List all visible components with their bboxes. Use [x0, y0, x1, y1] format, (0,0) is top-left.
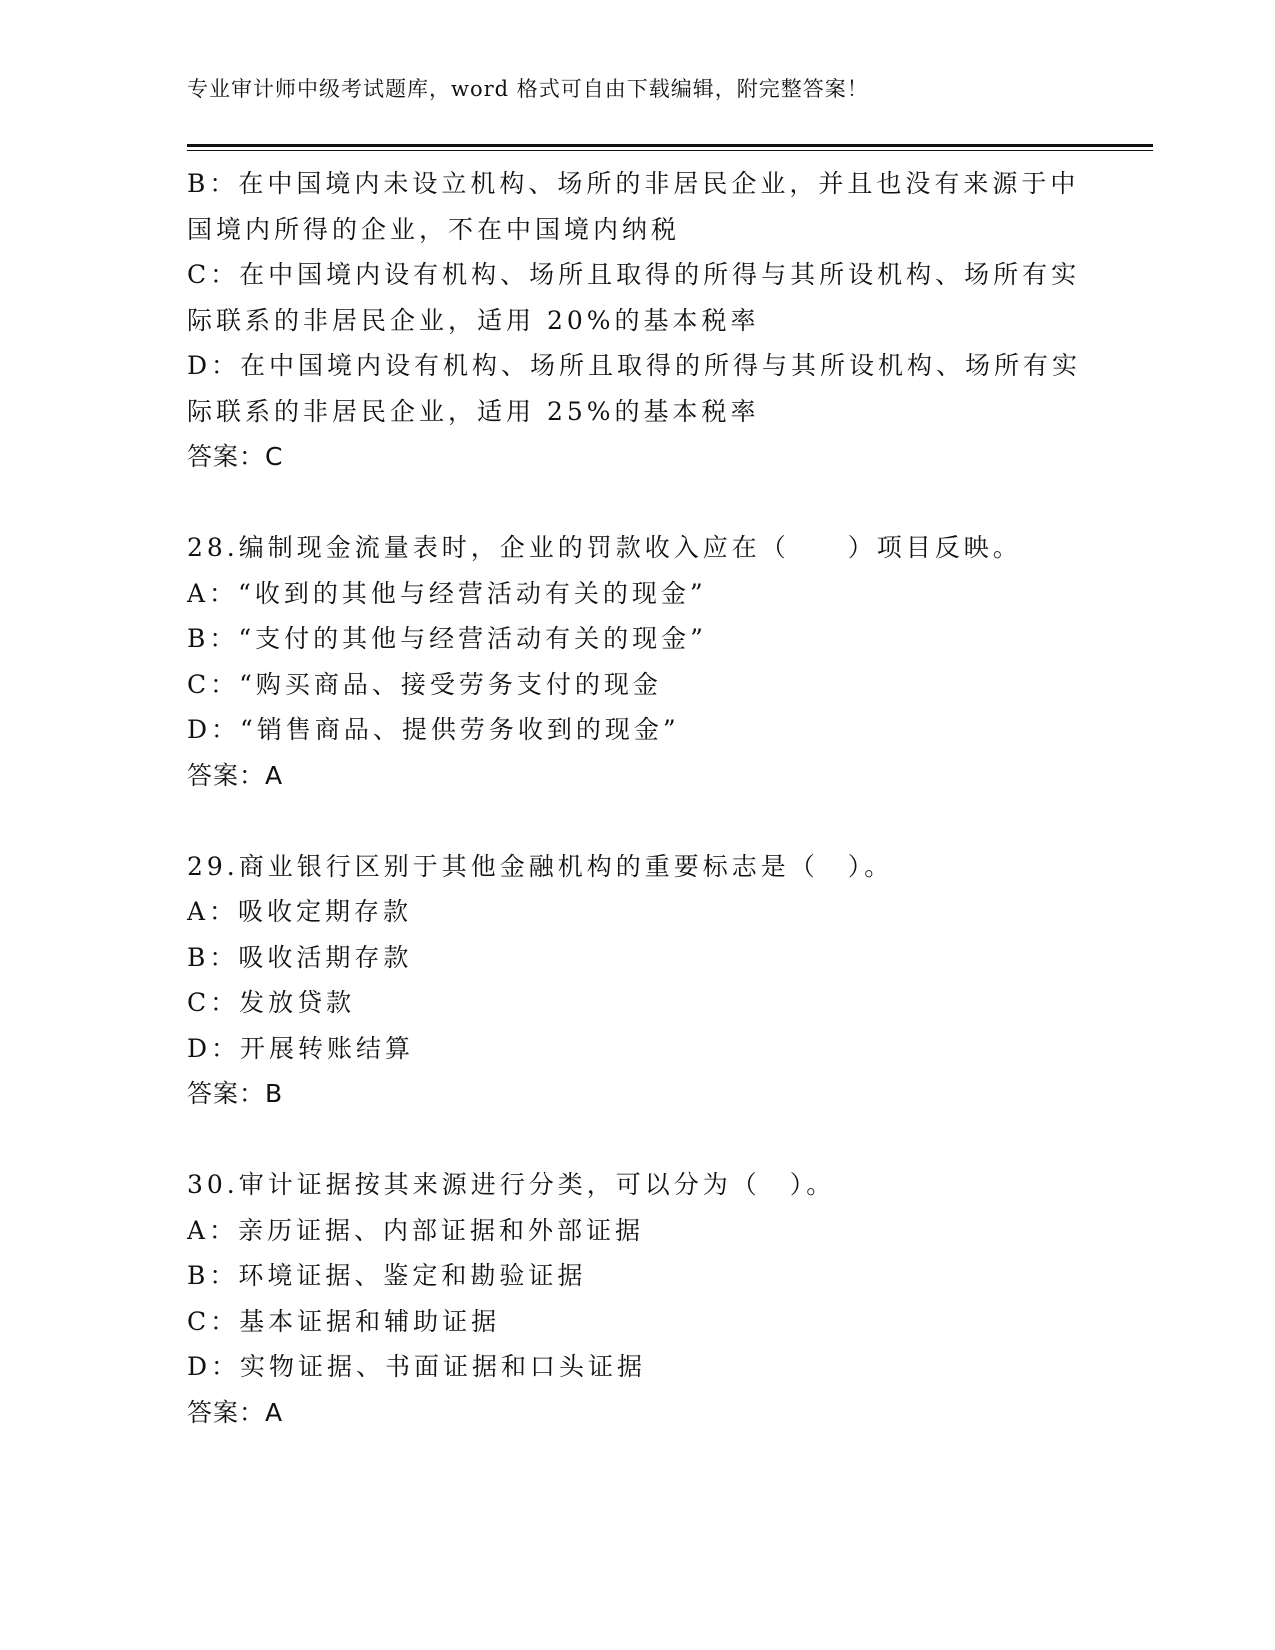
- option-c: C：“购买商品、接受劳务支付的现金: [187, 669, 662, 699]
- option-c: C：基本证据和辅助证据: [187, 1306, 501, 1336]
- option-b: B：“支付的其他与经营活动有关的现金”: [187, 624, 707, 653]
- option-a: A：吸收定期存款: [187, 897, 413, 926]
- option-line: 际联系的非居民企业，适用 20%的基本税率: [187, 305, 760, 335]
- option-b: B：环境证据、鉴定和勘验证据: [187, 1261, 587, 1290]
- option-d: D：开展转账结算: [187, 1033, 415, 1063]
- question-29: [187, 844, 1087, 1117]
- option-a: A：“收到的其他与经营活动有关的现金”: [187, 578, 707, 608]
- answer-line: 答案：C: [187, 442, 284, 471]
- option-line: C：在中国境内设有机构、场所且取得的所得与其所设机构、场所有实: [187, 260, 1081, 289]
- option-a: A：亲历证据、内部证据和外部证据: [187, 1215, 645, 1245]
- option-d: D：“销售商品、提供劳务收到的现金”: [187, 715, 680, 744]
- spacer: [187, 1117, 1087, 1163]
- spacer: [187, 798, 1087, 844]
- question-30: [187, 1162, 1087, 1435]
- spacer: [187, 480, 1087, 526]
- answer-line: 答案：B: [187, 1079, 284, 1108]
- question-stem: 28.编制现金流量表时，企业的罚款收入应在（ ）项目反映。: [187, 533, 1022, 562]
- page-header: 专业审计师中级考试题库，word 格式可自由下载编辑，附完整答案！: [187, 77, 869, 101]
- answer-line: 答案：A: [187, 1397, 284, 1427]
- option-d: D：实物证据、书面证据和口头证据: [187, 1352, 647, 1381]
- option-line: 国境内所得的企业，不在中国境内纳税: [187, 214, 681, 244]
- header-rule-thin: [187, 150, 1153, 151]
- option-b: B：吸收活期存款: [187, 942, 413, 972]
- option-line: 际联系的非居民企业，适用 25%的基本税率: [187, 396, 760, 426]
- question-stem: 30.审计证据按其来源进行分类，可以分为（ ）。: [187, 1170, 836, 1199]
- question-stem: 29.商业银行区别于其他金融机构的重要标志是（ ）。: [187, 851, 894, 881]
- option-c: C：发放贷款: [187, 988, 356, 1017]
- question-28: [187, 525, 1087, 798]
- option-line: D：在中国境内设有机构、场所且取得的所得与其所设机构、场所有实: [187, 351, 1082, 380]
- option-line: B：在中国境内未设立机构、场所的非居民企业，并且也没有来源于中: [187, 169, 1080, 198]
- answer-line: 答案：A: [187, 760, 284, 790]
- header-rule-thick: [187, 144, 1153, 147]
- question-27-continued: [187, 161, 1087, 480]
- document-body: [187, 161, 1087, 1435]
